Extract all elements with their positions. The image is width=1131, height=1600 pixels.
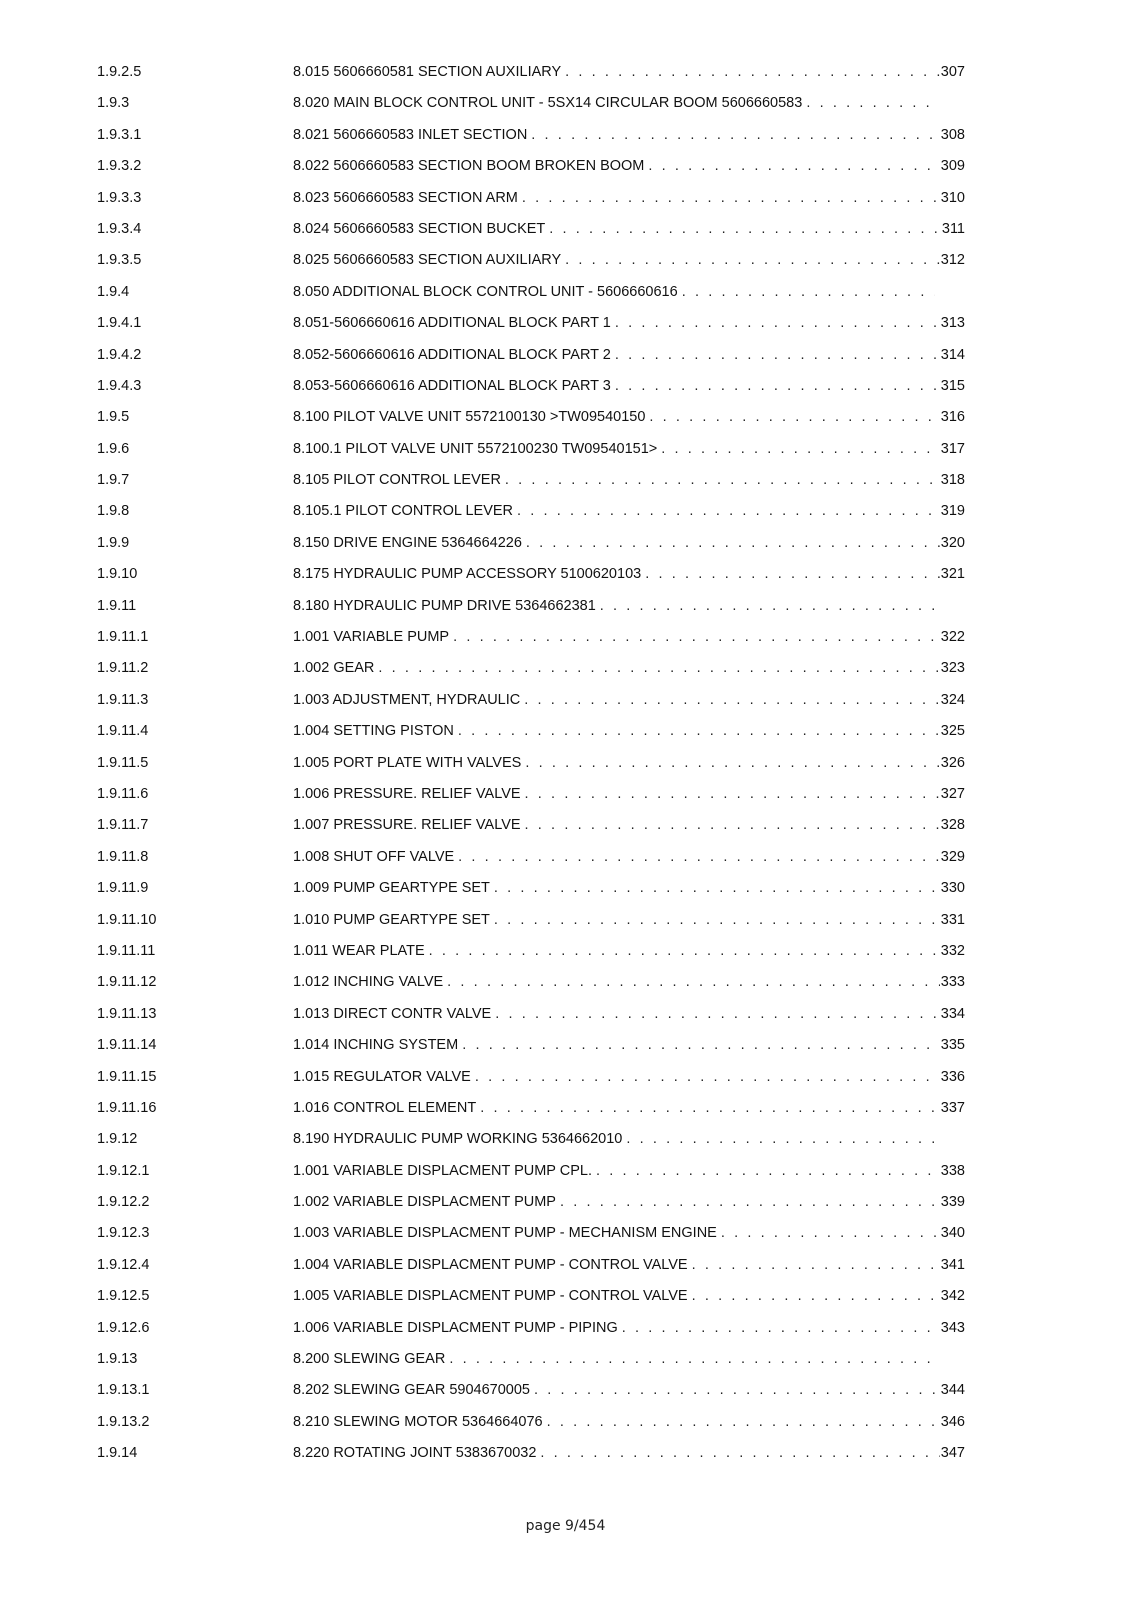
toc-entry[interactable] [97, 1069, 965, 1100]
section-number: 1.9.13.2 [97, 1413, 150, 1430]
section-title: 1.006 VARIABLE DISPLACMENT PUMP - PIPING [293, 1319, 618, 1336]
page-reference: 322 [940, 629, 965, 646]
dot-leader [615, 315, 940, 331]
page-reference: 337 [940, 1099, 965, 1116]
section-number: 1.9.12.2 [97, 1194, 150, 1211]
page-reference: 314 [940, 346, 965, 363]
section-number: 1.9.12 [97, 1131, 138, 1148]
entry-body [293, 598, 965, 614]
page-reference: 311 [941, 220, 965, 237]
toc-entry[interactable] [97, 723, 965, 754]
entry-body [293, 786, 965, 802]
entry-body [293, 1351, 965, 1367]
entry-body [293, 660, 965, 676]
dot-leader [522, 190, 940, 206]
section-number: 1.9.11.2 [97, 660, 149, 677]
section-title: 8.105 PILOT CONTROL LEVER [293, 472, 501, 489]
page-reference: 313 [940, 315, 965, 332]
toc-entry[interactable] [97, 64, 965, 95]
entry-body [293, 535, 965, 551]
section-number: 1.9.2.5 [97, 64, 142, 80]
toc-entry[interactable] [97, 849, 965, 880]
dot-leader [462, 1037, 940, 1053]
toc-entry[interactable] [97, 1163, 965, 1194]
entry-body [293, 315, 965, 331]
entry-body [293, 1288, 965, 1304]
toc-entry[interactable] [97, 221, 965, 252]
entry-body [293, 566, 965, 582]
table-of-contents [97, 64, 965, 1477]
section-number: 1.9.4 [97, 283, 130, 300]
entry-body [293, 755, 965, 771]
section-title: 1.002 GEAR [293, 660, 375, 677]
section-number: 1.9.11.5 [97, 754, 149, 771]
section-title: 8.050 ADDITIONAL BLOCK CONTROL UNIT - 5606660616 [293, 283, 678, 300]
page-reference: 334 [940, 1005, 965, 1022]
entry-body [293, 252, 965, 268]
section-title: 8.180 HYDRAULIC PUMP DRIVE 5364662381 [293, 597, 596, 614]
section-number: 1.9.3.3 [97, 189, 142, 206]
section-title: 8.220 ROTATING JOINT 5383670032 [293, 1445, 537, 1462]
section-number: 1.9.3.2 [97, 158, 142, 175]
entry-body [293, 1320, 965, 1336]
dot-leader [495, 1006, 940, 1022]
section-title: 1.001 VARIABLE PUMP [293, 629, 450, 646]
section-number: 1.9.9 [97, 534, 130, 551]
dot-leader [547, 1414, 940, 1430]
page-reference: 319 [940, 503, 965, 520]
dot-leader [525, 786, 940, 802]
toc-entry[interactable] [97, 158, 965, 189]
entry-body [293, 1194, 965, 1210]
toc-entry[interactable] [97, 1225, 965, 1256]
toc-entry[interactable] [97, 95, 965, 126]
entry-body [293, 880, 965, 896]
section-number: 1.9.3.1 [97, 126, 142, 143]
section-title: 8.190 HYDRAULIC PUMP WORKING 5364662010 [293, 1131, 623, 1148]
section-number: 1.9.3.5 [97, 252, 142, 269]
toc-entry[interactable] [97, 817, 965, 848]
page-reference: 323 [940, 660, 965, 677]
dot-leader [721, 1225, 940, 1241]
dot-leader [622, 1320, 940, 1336]
section-title: 8.105.1 PILOT CONTROL LEVER [293, 503, 514, 520]
section-number: 1.9.12.1 [97, 1162, 150, 1179]
section-title: 8.100.1 PILOT VALVE UNIT 5572100230 TW09540151> [293, 440, 658, 457]
section-title: 8.210 SLEWING MOTOR 5364664076 [293, 1413, 543, 1430]
page-reference: 325 [940, 723, 965, 740]
dot-leader [645, 566, 940, 582]
dot-leader [525, 817, 940, 833]
page-reference: 342 [940, 1288, 965, 1305]
entry-body [293, 1037, 965, 1053]
dot-leader [449, 1351, 935, 1367]
dot-leader [494, 912, 940, 928]
section-number: 1.9.3 [97, 95, 130, 112]
section-number: 1.9.4.2 [97, 346, 142, 363]
toc-entry[interactable] [97, 692, 965, 723]
entry-body [293, 503, 965, 519]
section-title: 8.015 5606660581 SECTION AUXILIARY [293, 64, 562, 80]
entry-body [293, 441, 965, 457]
section-title: 8.150 DRIVE ENGINE 5364664226 [293, 534, 522, 551]
section-number: 1.9.11.11 [97, 942, 156, 959]
dot-leader [648, 158, 939, 174]
page-reference: 308 [940, 126, 965, 143]
section-number: 1.9.12.3 [97, 1225, 150, 1242]
section-number: 1.9.11.7 [97, 817, 149, 834]
page-reference: 321 [940, 566, 965, 583]
section-number: 1.9.11.9 [97, 880, 149, 897]
section-title: 8.100 PILOT VALVE UNIT 5572100130 >TW09540150 [293, 409, 646, 426]
section-title: 1.005 PORT PLATE WITH VALVES [293, 754, 522, 771]
section-number: 1.9.13.1 [97, 1382, 150, 1399]
entry-body [293, 974, 965, 990]
toc-entry[interactable] [97, 1131, 965, 1162]
dot-leader [560, 1194, 940, 1210]
entry-body [293, 629, 965, 645]
section-title: 1.016 CONTROL ELEMENT [293, 1099, 477, 1116]
toc-entry[interactable] [97, 503, 965, 534]
page-reference: 326 [940, 754, 965, 771]
dot-leader [600, 598, 935, 614]
entry-body [293, 1100, 965, 1116]
toc-entry[interactable] [97, 252, 965, 283]
section-number: 1.9.12.6 [97, 1319, 150, 1336]
page-reference: 331 [940, 911, 965, 928]
dot-leader [615, 347, 940, 363]
section-number: 1.9.7 [97, 472, 130, 489]
entry-body [293, 1382, 965, 1398]
dot-leader [505, 472, 940, 488]
section-title: 1.007 PRESSURE. RELIEF VALVE [293, 817, 521, 834]
toc-entry[interactable] [97, 660, 965, 691]
dot-leader [692, 1257, 940, 1273]
section-title: 8.052-5606660616 ADDITIONAL BLOCK PART 2 [293, 346, 611, 363]
page-reference: 332 [940, 942, 965, 959]
page-reference: 330 [940, 880, 965, 897]
section-number: 1.9.11.15 [97, 1068, 157, 1085]
entry-body [293, 221, 965, 237]
entry-body [293, 472, 965, 488]
section-title: 1.009 PUMP GEARTYPE SET [293, 880, 490, 897]
toc-entry[interactable] [97, 378, 965, 409]
page-reference: 327 [940, 785, 965, 802]
page-reference: 339 [940, 1194, 965, 1211]
toc-entry[interactable] [97, 1100, 965, 1131]
section-number: 1.9.13 [97, 1351, 138, 1368]
page-reference: 343 [940, 1319, 965, 1336]
entry-body [293, 912, 965, 928]
section-number: 1.9.10 [97, 566, 138, 583]
section-title: 1.003 ADJUSTMENT, HYDRAULIC [293, 691, 521, 708]
entry-body [293, 1414, 965, 1430]
section-title: 1.010 PUMP GEARTYPE SET [293, 911, 490, 928]
toc-entry[interactable] [97, 598, 965, 629]
section-number: 1.9.14 [97, 1445, 138, 1462]
section-title: 1.011 WEAR PLATE [293, 942, 425, 959]
dot-leader [453, 629, 940, 645]
entry-body [293, 1445, 965, 1461]
dot-leader [806, 95, 935, 111]
page-number-footer: page 9/454 [525, 1518, 606, 1534]
dot-leader [682, 284, 935, 300]
dot-leader [531, 127, 940, 143]
dot-leader [596, 1163, 940, 1179]
section-number: 1.9.11.16 [97, 1099, 157, 1116]
entry-body [293, 378, 965, 394]
page-reference: 312 [940, 252, 965, 269]
page-reference: 329 [940, 848, 965, 865]
section-title: 1.006 PRESSURE. RELIEF VALVE [293, 785, 521, 802]
toc-entry[interactable] [97, 912, 965, 943]
section-title: 1.002 VARIABLE DISPLACMENT PUMP [293, 1194, 556, 1211]
section-title: 8.020 MAIN BLOCK CONTROL UNIT - 5SX14 CIRCULAR BOOM 5606660583 [293, 95, 803, 112]
entry-body [293, 1163, 965, 1179]
section-number: 1.9.4.1 [97, 315, 142, 332]
section-title: 1.008 SHUT OFF VALVE [293, 848, 455, 865]
page-reference: 307 [940, 64, 965, 80]
dot-leader [565, 64, 940, 80]
section-number: 1.9.8 [97, 503, 130, 520]
section-title: 8.202 SLEWING GEAR 5904670005 [293, 1382, 530, 1399]
page-reference: 341 [940, 1256, 965, 1273]
section-title: 1.001 VARIABLE DISPLACMENT PUMP CPL. [293, 1162, 592, 1179]
toc-entry[interactable] [97, 786, 965, 817]
toc-entry[interactable] [97, 1257, 965, 1288]
section-title: 8.024 5606660583 SECTION BUCKET [293, 220, 546, 237]
section-number: 1.9.11.3 [97, 691, 149, 708]
page-reference: 344 [940, 1382, 965, 1399]
dot-leader [526, 535, 940, 551]
section-title: 1.015 REGULATOR VALVE [293, 1068, 471, 1085]
page-reference: 340 [940, 1225, 965, 1242]
dot-leader [661, 441, 940, 457]
entry-body [293, 1069, 965, 1085]
toc-entry[interactable] [97, 1351, 965, 1382]
dot-leader [649, 409, 939, 425]
toc-entry[interactable] [97, 1382, 965, 1413]
dot-leader [626, 1131, 935, 1147]
entry-body [293, 1225, 965, 1241]
page-reference: 336 [940, 1068, 965, 1085]
toc-entry[interactable] [97, 974, 965, 1005]
section-title: 1.003 VARIABLE DISPLACMENT PUMP - MECHANISM ENGINE [293, 1225, 717, 1242]
toc-entry[interactable] [97, 127, 965, 158]
section-title: 8.021 5606660583 INLET SECTION [293, 126, 528, 143]
dot-leader [534, 1382, 940, 1398]
entry-body [293, 1257, 965, 1273]
entry-body [293, 347, 965, 363]
dot-leader [494, 880, 940, 896]
dot-leader [549, 221, 941, 237]
entry-body [293, 943, 965, 959]
dot-leader [429, 943, 940, 959]
toc-entry[interactable] [97, 1037, 965, 1068]
page-reference: 318 [940, 472, 965, 489]
entry-body [293, 190, 965, 206]
section-number: 1.9.11.1 [97, 629, 149, 646]
entry-body [293, 95, 965, 111]
page-reference: 347 [940, 1445, 965, 1462]
toc-entry[interactable] [97, 629, 965, 660]
section-title: 1.005 VARIABLE DISPLACMENT PUMP - CONTROL VALVE [293, 1288, 688, 1305]
toc-entry[interactable] [97, 1006, 965, 1037]
toc-entry[interactable] [97, 535, 965, 566]
toc-entry[interactable] [97, 755, 965, 786]
section-title: 1.013 DIRECT CONTR VALVE [293, 1005, 492, 1022]
entry-body [293, 692, 965, 708]
dot-leader [540, 1445, 939, 1461]
page-reference: 315 [940, 377, 965, 394]
toc-entry[interactable] [97, 409, 965, 440]
section-number: 1.9.6 [97, 440, 130, 457]
section-number: 1.9.11 [97, 597, 137, 614]
page-reference: 324 [940, 691, 965, 708]
page-reference: 338 [940, 1162, 965, 1179]
entry-body [293, 158, 965, 174]
section-number: 1.9.11.10 [97, 911, 157, 928]
toc-entry[interactable] [97, 566, 965, 597]
page-reference: 328 [940, 817, 965, 834]
entry-body [293, 1131, 965, 1147]
dot-leader [692, 1288, 940, 1304]
section-number: 1.9.12.4 [97, 1256, 150, 1273]
page-reference: 346 [940, 1413, 965, 1430]
toc-entry[interactable] [97, 441, 965, 472]
section-number: 1.9.11.8 [97, 848, 149, 865]
section-title: 8.025 5606660583 SECTION AUXILIARY [293, 252, 562, 269]
section-number: 1.9.4.3 [97, 377, 142, 394]
section-title: 1.014 INCHING SYSTEM [293, 1037, 459, 1054]
dot-leader [565, 252, 940, 268]
toc-entry[interactable] [97, 1288, 965, 1319]
dot-leader [524, 692, 940, 708]
dot-leader [458, 723, 940, 739]
section-title: 8.023 5606660583 SECTION ARM [293, 189, 518, 206]
dot-leader [378, 660, 939, 676]
dot-leader [458, 849, 940, 865]
entry-body [293, 409, 965, 425]
section-number: 1.9.5 [97, 409, 130, 426]
toc-entry[interactable] [97, 347, 965, 378]
toc-entry[interactable] [97, 1320, 965, 1351]
section-title: 1.004 VARIABLE DISPLACMENT PUMP - CONTROL VALVE [293, 1256, 688, 1273]
dot-leader [447, 974, 940, 990]
dot-leader [615, 378, 940, 394]
section-title: 1.004 SETTING PISTON [293, 723, 454, 740]
entry-body [293, 1006, 965, 1022]
entry-body [293, 817, 965, 833]
dot-leader [480, 1100, 940, 1116]
dot-leader [525, 755, 939, 771]
toc-entry[interactable] [97, 190, 965, 221]
page-reference: 317 [940, 440, 965, 457]
section-number: 1.9.11.12 [97, 974, 157, 991]
section-title: 8.022 5606660583 SECTION BOOM BROKEN BOOM [293, 158, 645, 175]
page-reference: 309 [940, 158, 965, 175]
section-number: 1.9.11.6 [97, 785, 149, 802]
page-reference: 335 [940, 1037, 965, 1054]
toc-entry[interactable] [97, 472, 965, 503]
toc-entry[interactable] [97, 943, 965, 974]
dot-leader [517, 503, 940, 519]
section-number: 1.9.11.4 [97, 723, 149, 740]
section-title: 8.051-5606660616 ADDITIONAL BLOCK PART 1 [293, 315, 611, 332]
entry-body [293, 127, 965, 143]
section-number: 1.9.11.13 [97, 1005, 157, 1022]
toc-entry[interactable] [97, 315, 965, 346]
section-title: 8.200 SLEWING GEAR [293, 1351, 446, 1368]
section-title: 8.175 HYDRAULIC PUMP ACCESSORY 5100620103 [293, 566, 642, 583]
section-title: 1.012 INCHING VALVE [293, 974, 444, 991]
toc-entry[interactable] [97, 880, 965, 911]
entry-body [293, 723, 965, 739]
entry-body [293, 849, 965, 865]
page-reference: 333 [940, 974, 965, 991]
section-number: 1.9.12.5 [97, 1288, 150, 1305]
dot-leader [475, 1069, 940, 1085]
entry-body [293, 284, 965, 300]
page-reference: 320 [940, 534, 965, 551]
entry-body [293, 64, 965, 80]
section-title: 8.053-5606660616 ADDITIONAL BLOCK PART 3 [293, 377, 611, 394]
section-number: 1.9.3.4 [97, 220, 142, 237]
toc-entry[interactable] [97, 284, 965, 315]
page-reference: 316 [940, 409, 965, 426]
toc-entry[interactable] [97, 1445, 965, 1476]
toc-entry[interactable] [97, 1414, 965, 1445]
toc-entry[interactable] [97, 1194, 965, 1225]
page-reference: 310 [940, 189, 965, 206]
section-number: 1.9.11.14 [97, 1037, 157, 1054]
